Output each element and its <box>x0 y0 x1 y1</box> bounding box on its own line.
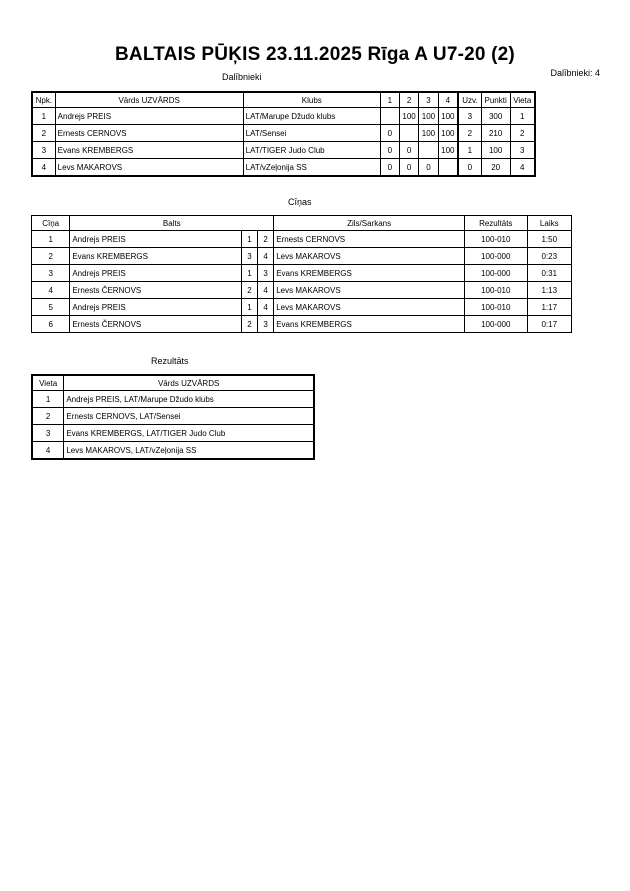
score-r2 <box>399 125 418 142</box>
score-r2: 0 <box>399 159 418 177</box>
fight-row <box>32 265 572 282</box>
fight-blue-no: 4 <box>258 299 274 316</box>
participants-table <box>31 91 536 177</box>
fight-result: 100-000 <box>464 265 527 282</box>
score-r3 <box>419 142 438 159</box>
fight-white-no: 1 <box>241 299 257 316</box>
participant-wins: 2 <box>458 125 481 142</box>
fight-time: 0:17 <box>527 316 571 333</box>
result-row <box>32 425 314 442</box>
fight-time: 1:50 <box>527 231 571 248</box>
score-r4: 100 <box>438 125 458 142</box>
results-heading: Rezultāts <box>151 356 189 366</box>
result-place: 4 <box>32 442 64 460</box>
col-time: Laiks <box>527 216 571 231</box>
participant-points: 100 <box>481 142 510 159</box>
participant-row <box>32 159 535 177</box>
col-points: Punkti <box>481 92 510 108</box>
col-r3: 3 <box>419 92 438 108</box>
results-header-row <box>32 375 314 391</box>
participant-points: 20 <box>481 159 510 177</box>
participant-points: 210 <box>481 125 510 142</box>
result-name: Ernests CERNOVS, LAT/Sensei <box>64 408 314 425</box>
score-r1: 0 <box>380 159 399 177</box>
fight-white-no: 2 <box>241 316 257 333</box>
col-name: Vārds UZVĀRDS <box>55 92 243 108</box>
score-r2: 0 <box>399 142 418 159</box>
fight-blue-no: 4 <box>258 248 274 265</box>
fight-white-no: 2 <box>241 282 257 299</box>
participant-points: 300 <box>481 108 510 125</box>
result-row <box>32 442 314 460</box>
participant-wins: 3 <box>458 108 481 125</box>
score-r4 <box>438 159 458 177</box>
participant-npk: 1 <box>32 108 55 125</box>
results-table <box>31 374 315 460</box>
fights-header-row <box>32 216 572 231</box>
participant-wins: 1 <box>458 142 481 159</box>
result-name: Evans KREMBERGS, LAT/TIGER Judo Club <box>64 425 314 442</box>
fight-row <box>32 231 572 248</box>
participant-npk: 4 <box>32 159 55 177</box>
fight-number: 4 <box>32 282 70 299</box>
participant-name: Levs MAKAROVS <box>55 159 243 177</box>
fight-blue: Evans KREMBERGS <box>274 265 465 282</box>
fight-blue: Levs MAKAROVS <box>274 248 465 265</box>
participant-name: Ernests CERNOVS <box>55 125 243 142</box>
fight-result: 100-010 <box>464 282 527 299</box>
col-club: Klubs <box>243 92 380 108</box>
col-r2: 2 <box>399 92 418 108</box>
fight-time: 0:23 <box>527 248 571 265</box>
fight-white: Andrejs PREIS <box>70 265 242 282</box>
participant-club: LAT/vZeļonija SS <box>243 159 380 177</box>
fight-white: Evans KREMBERGS <box>70 248 242 265</box>
result-place: 1 <box>32 391 64 408</box>
col-place: Vieta <box>510 92 535 108</box>
fight-white: Ernests ČERNOVS <box>70 316 242 333</box>
participant-row <box>32 108 535 125</box>
participant-place: 4 <box>510 159 535 177</box>
participant-club: LAT/TIGER Judo Club <box>243 142 380 159</box>
result-place: 3 <box>32 425 64 442</box>
result-name: Andrejs PREIS, LAT/Marupe Džudo klubs <box>64 391 314 408</box>
fight-number: 3 <box>32 265 70 282</box>
fight-blue: Levs MAKAROVS <box>274 299 465 316</box>
participant-club: LAT/Sensei <box>243 125 380 142</box>
fight-result: 100-010 <box>464 299 527 316</box>
fight-white: Andrejs PREIS <box>70 299 242 316</box>
fight-number: 2 <box>32 248 70 265</box>
fights-heading: Cīņas <box>288 197 312 207</box>
score-r1: 0 <box>380 125 399 142</box>
fights-table <box>31 215 572 333</box>
page-title: BALTAIS PŪĶIS 23.11.2025 Rīga A U7-20 (2) <box>115 44 515 65</box>
col-wins: Uzv. <box>458 92 481 108</box>
fight-blue-no: 3 <box>258 265 274 282</box>
fight-white: Ernests ČERNOVS <box>70 282 242 299</box>
participant-wins: 0 <box>458 159 481 177</box>
fight-white-no: 3 <box>241 248 257 265</box>
col-npk: Npk. <box>32 92 55 108</box>
fight-row <box>32 316 572 333</box>
col-r4: 4 <box>438 92 458 108</box>
fight-white: Andrejs PREIS <box>70 231 242 248</box>
result-row <box>32 408 314 425</box>
score-r3: 0 <box>419 159 438 177</box>
participant-place: 2 <box>510 125 535 142</box>
col-r1: 1 <box>380 92 399 108</box>
fight-number: 6 <box>32 316 70 333</box>
fight-blue: Levs MAKAROVS <box>274 282 465 299</box>
fight-blue-no: 4 <box>258 282 274 299</box>
score-r3: 100 <box>419 108 438 125</box>
participant-row <box>32 125 535 142</box>
fight-blue-no: 3 <box>258 316 274 333</box>
fight-white-no: 1 <box>241 265 257 282</box>
col-result: Rezultāts <box>464 216 527 231</box>
participant-place: 1 <box>510 108 535 125</box>
participant-name: Evans KREMBERGS <box>55 142 243 159</box>
fight-row <box>32 248 572 265</box>
col-result-place: Vieta <box>32 375 64 391</box>
col-blue: Zils/Sarkans <box>274 216 465 231</box>
participants-header-row <box>32 92 535 108</box>
fight-blue: Ernests CERNOVS <box>274 231 465 248</box>
score-r2: 100 <box>399 108 418 125</box>
participant-club: LAT/Marupe Džudo klubs <box>243 108 380 125</box>
fight-time: 0:31 <box>527 265 571 282</box>
fight-result: 100-000 <box>464 248 527 265</box>
fight-time: 1:17 <box>527 299 571 316</box>
score-r4: 100 <box>438 108 458 125</box>
participant-row <box>32 142 535 159</box>
fight-result: 100-000 <box>464 316 527 333</box>
fight-row <box>32 282 572 299</box>
participant-npk: 2 <box>32 125 55 142</box>
score-r3: 100 <box>419 125 438 142</box>
result-place: 2 <box>32 408 64 425</box>
score-r1: 0 <box>380 142 399 159</box>
fight-blue-no: 2 <box>258 231 274 248</box>
participant-name: Andrejs PREIS <box>55 108 243 125</box>
col-white: Balts <box>70 216 274 231</box>
fight-time: 1:13 <box>527 282 571 299</box>
fight-result: 100-010 <box>464 231 527 248</box>
participant-count: Dalībnieki: 4 <box>550 68 600 78</box>
score-r1 <box>380 108 399 125</box>
col-result-name: Vārds UZVĀRDS <box>64 375 314 391</box>
fight-row <box>32 299 572 316</box>
fight-number: 1 <box>32 231 70 248</box>
participant-place: 3 <box>510 142 535 159</box>
col-fight: Cīņa <box>32 216 70 231</box>
fight-blue: Evans KREMBERGS <box>274 316 465 333</box>
fight-white-no: 1 <box>241 231 257 248</box>
result-name: Levs MAKAROVS, LAT/vZeļonija SS <box>64 442 314 460</box>
fight-number: 5 <box>32 299 70 316</box>
participants-heading: Dalībnieki <box>222 72 262 82</box>
result-row <box>32 391 314 408</box>
score-r4: 100 <box>438 142 458 159</box>
participant-npk: 3 <box>32 142 55 159</box>
